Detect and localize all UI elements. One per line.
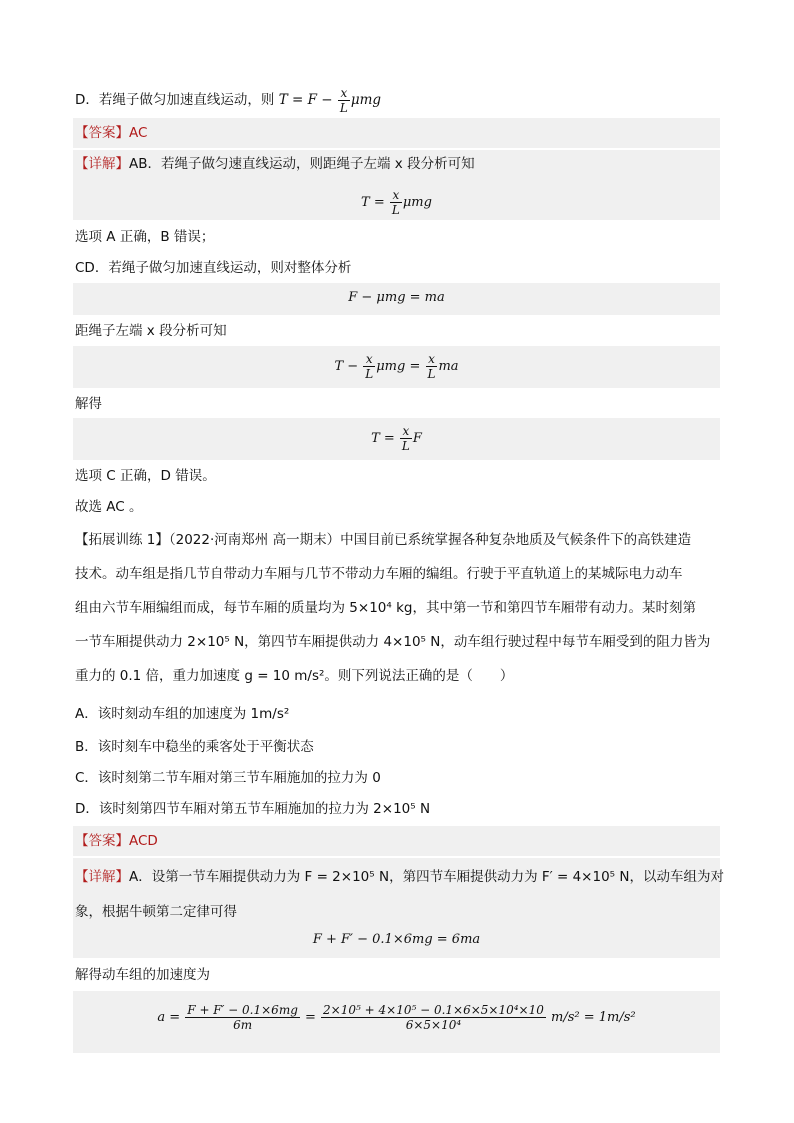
- solve-text: 解得: [75, 396, 102, 412]
- conclusion: 故选 AC 。: [75, 499, 143, 515]
- q2-line4: 一节车厢提供动力 2×10⁵ N，第四节车厢提供动力 4×10⁵ N，动车组行驶过程中每节车厢受到的阻力皆为: [75, 634, 711, 650]
- q2-header-text: 【拓展训练 1】（2022·河南郑州 高一期末）中国目前已系统掌握各种复杂地质及气候条件下的高铁建造: [75, 532, 692, 548]
- option-d-prefix: D．若绳子做匀加速直线运动，则: [75, 92, 275, 108]
- equation-3-band: [73, 346, 720, 388]
- eq2-frac2-den: 6×5×10⁴: [405, 1018, 462, 1032]
- q2-detail-line1: [75, 867, 724, 887]
- ab-result: 选项 A 正确，B 错误；: [75, 229, 215, 245]
- eq2-frac2-num: 2×10⁵ + 4×10⁵ − 0.1×6×5×10⁴×10: [323, 1003, 544, 1017]
- equation-1: T = $\frac{x}{L}$ μmg: [361, 188, 432, 217]
- equation-3: T − $\frac{x}{L}$ μmg = $\frac{x}{L}$ ma: [334, 352, 459, 381]
- q2-equation-1: F + F′ − 0.1×6mg = 6ma: [312, 932, 481, 947]
- equation-2-band: [73, 283, 720, 315]
- q2-option-c: C．该时刻第二节车厢对第三节车厢施加的拉力为 0: [75, 770, 381, 786]
- eq2-frac1-num: F + F′ − 0.1×6mg: [187, 1003, 298, 1017]
- detail-tag: 【详解】: [75, 156, 129, 172]
- q2-detail-line2: 象，根据牛顿第二定律可得: [75, 904, 237, 920]
- detail-ab-line: [75, 154, 475, 174]
- equation-4-band: [73, 418, 720, 460]
- cd-result: 选项 C 正确，D 错误。: [75, 468, 216, 484]
- q2-detail-line1-text: A．设第一节车厢提供动力为 F = 2×10⁵ N，第四节车厢提供动力为 F′ = 4×10⁵ N，以动车组为对: [129, 869, 724, 885]
- detail-ab-text: AB．若绳子做匀速直线运动，则距绳子左端 x 段分析可知: [129, 156, 475, 172]
- q2-answer-band: [73, 826, 720, 856]
- answer-label: 【答案】AC: [75, 125, 148, 141]
- option-d-line: [75, 86, 381, 115]
- q2-header: [75, 530, 691, 550]
- eq2-frac1-den: 6m: [233, 1018, 253, 1032]
- q2-line2: 技术。动车组是指几节自带动力车厢与几节不带动力车厢的编组。行驶于平直轨道上的某城际电力动车: [75, 566, 683, 582]
- answer-band: [73, 118, 720, 148]
- q2-solve-text: 解得动车组的加速度为: [75, 967, 210, 983]
- detail-band: [73, 150, 720, 220]
- q2-equation-2-band: [73, 991, 720, 1053]
- equation-2: F − μmg = ma: [348, 290, 445, 305]
- detail-cd: CD．若绳子做匀加速直线运动，则对整体分析: [75, 260, 352, 276]
- q2-detail-tag: 【详解】: [75, 869, 129, 885]
- q2-answer-label: 【答案】ACD: [75, 833, 158, 849]
- q2-detail-band: [73, 858, 724, 958]
- eq2-rhs: m/s² = 1m/s²: [551, 1010, 636, 1025]
- option-d-formula: T = F − $\frac{x}{L}$ μmg: [278, 86, 382, 115]
- q2-line3: 组由六节车厢编组而成，每节车厢的质量均为 5×10⁴ kg，其中第一节和第四节车厢带有动力。某时刻第: [75, 600, 696, 616]
- segment-text: 距绳子左端 x 段分析可知: [75, 323, 227, 339]
- q2-option-b: B．该时刻车中稳坐的乘客处于平衡状态: [75, 739, 314, 755]
- q2-equation-2: a = $\frac{F + F' - 0.1\times 6mg}{6m}$ = $\frac{\text{2×10⁵ + 4×10⁵ − 0.1×6×5×10⁴×10}}{\text{6×5×10⁴}}$ m/s² = 1m/s²: [157, 1003, 636, 1032]
- q2-line5: 重力的 0.1 倍，重力加速度 g = 10 m/s²。则下列说法正确的是（ ）: [75, 668, 514, 684]
- eq2-lhs: a =: [157, 1010, 181, 1025]
- equation-4: T = $\frac{x}{L}$ F: [371, 424, 422, 453]
- q2-option-a: A．该时刻动车组的加速度为 1m/s²: [75, 706, 290, 722]
- q2-option-d: D．该时刻第四节车厢对第五节车厢施加的拉力为 2×10⁵ N: [75, 801, 431, 817]
